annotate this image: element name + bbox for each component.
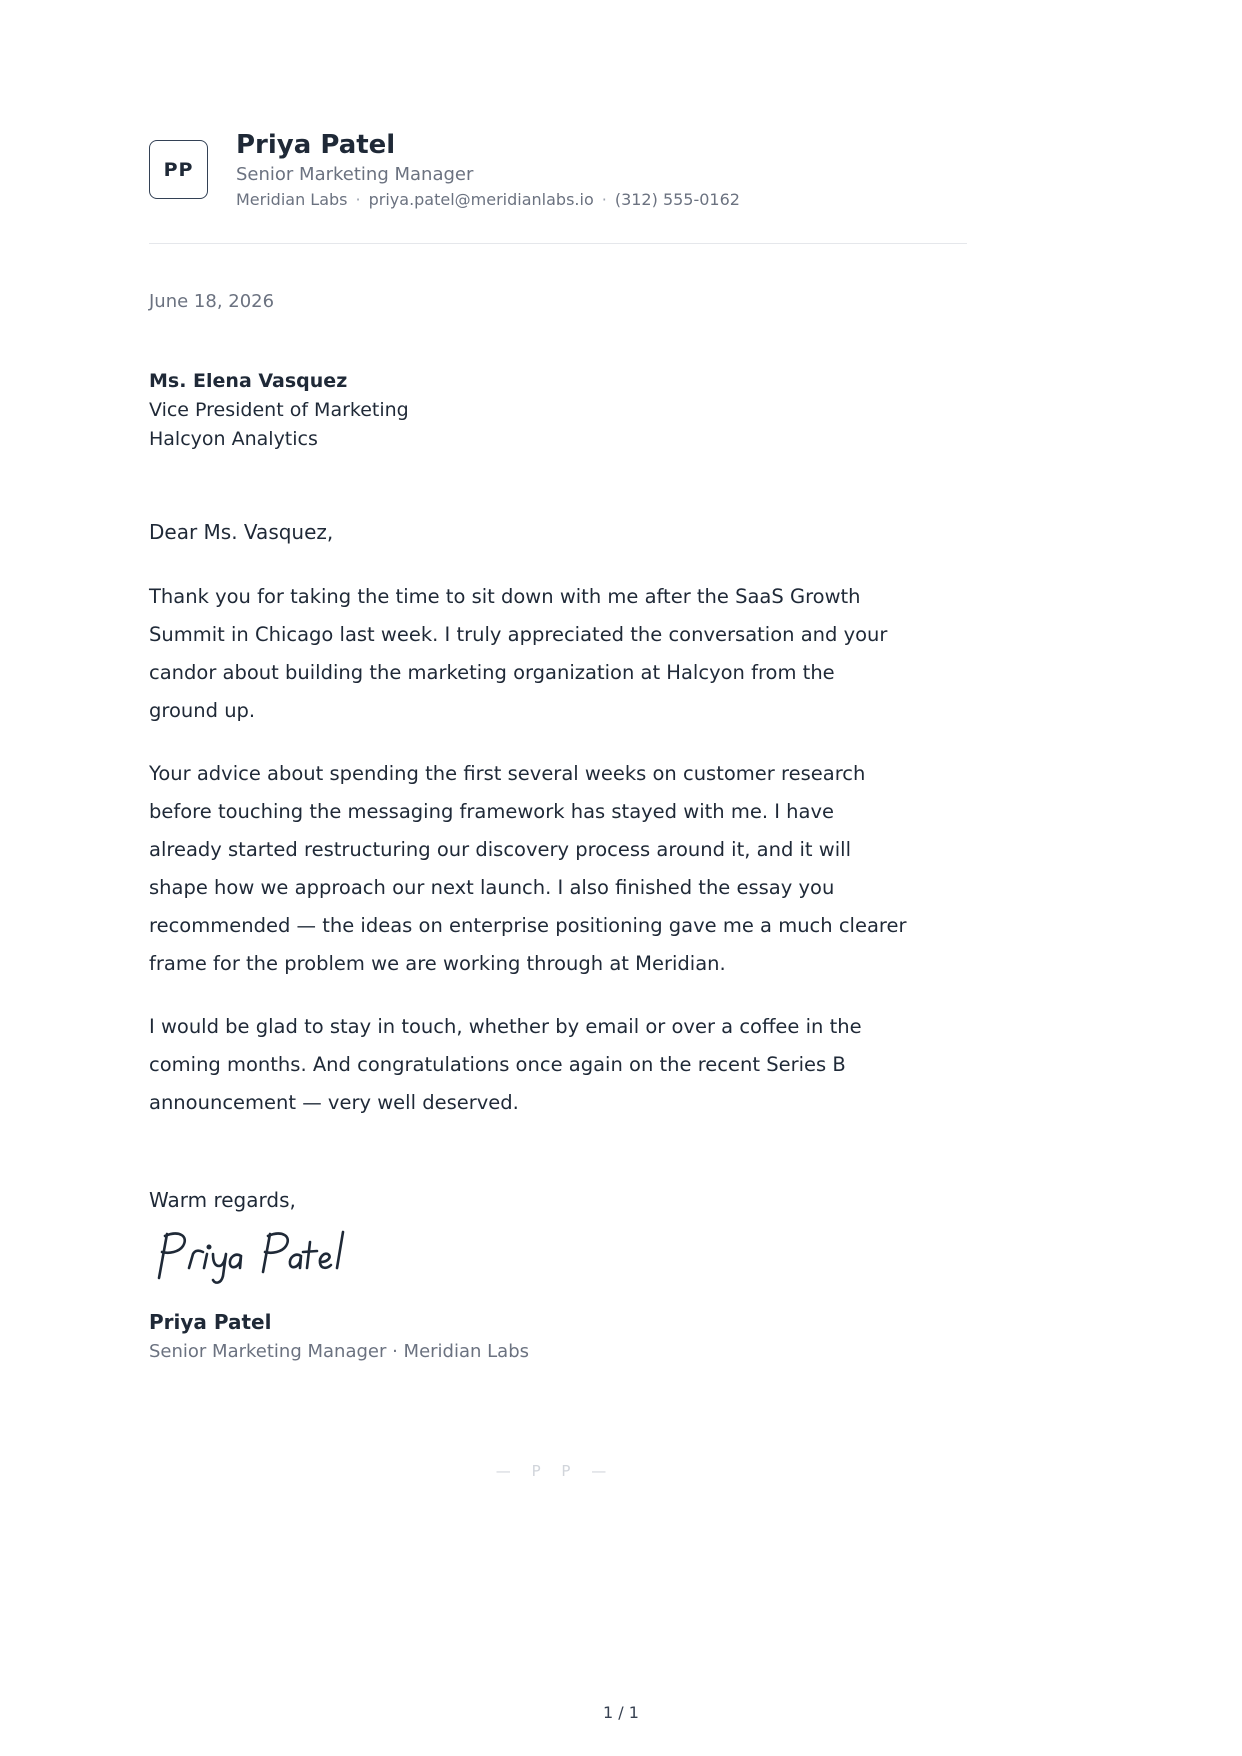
signer-name: Priya Patel xyxy=(149,1310,272,1334)
monogram-ornament: — P P — xyxy=(495,1462,615,1480)
page-number: 1 / 1 xyxy=(603,1703,639,1722)
signer-title: Senior Marketing Manager · Meridian Labs xyxy=(149,1341,529,1362)
body-paragraph: Thank you for taking the time to sit down with me after the SaaS Growth Summit in Chicago last week. I truly appreciated the conversation and your candor about building the marketing organization at Halcyon from the ground up. xyxy=(149,585,888,722)
contact-separator: · xyxy=(355,190,361,209)
letterhead xyxy=(149,127,967,244)
contact-separator: · xyxy=(601,190,607,209)
handwritten-signature xyxy=(149,1222,389,1290)
sender-phone: (312) 555-0162 xyxy=(614,190,740,209)
sender-title: Senior Marketing Manager xyxy=(236,164,474,185)
salutation: Dear Ms. Vasquez, xyxy=(149,520,334,544)
letter-date: June 18, 2026 xyxy=(149,291,275,312)
closing: Warm regards, xyxy=(149,1188,296,1212)
recipient-block xyxy=(149,367,409,454)
recipient-title: Vice President of Marketing xyxy=(149,399,409,421)
sender-email: priya.patel@meridianlabs.io xyxy=(368,190,594,209)
signature-image xyxy=(149,1222,389,1290)
body-paragraph: I would be glad to stay in touch, whether by email or over a coffee in the coming months. And congratulations once again on the recent Series B announcement — very well deserved. xyxy=(149,1015,862,1114)
recipient-company: Halcyon Analytics xyxy=(149,428,318,450)
sender-company: Meridian Labs xyxy=(236,190,348,209)
recipient-name: Ms. Elena Vasquez xyxy=(149,370,348,392)
sender-contact-line xyxy=(236,190,740,209)
letter-body xyxy=(149,578,909,1147)
monogram-badge: PP xyxy=(149,140,208,199)
body-paragraph: Your advice about spending the first several weeks on customer research before touching the messaging framework has stayed with me. I have already started restructuring our discovery process around it, and it will shape how we approach our next launch. I also finished the essay you recommended — the ideas on enterprise positioning gave me a much clearer frame for the problem we are working through at Meridian. xyxy=(149,762,907,975)
sender-name: Priya Patel xyxy=(236,130,396,160)
